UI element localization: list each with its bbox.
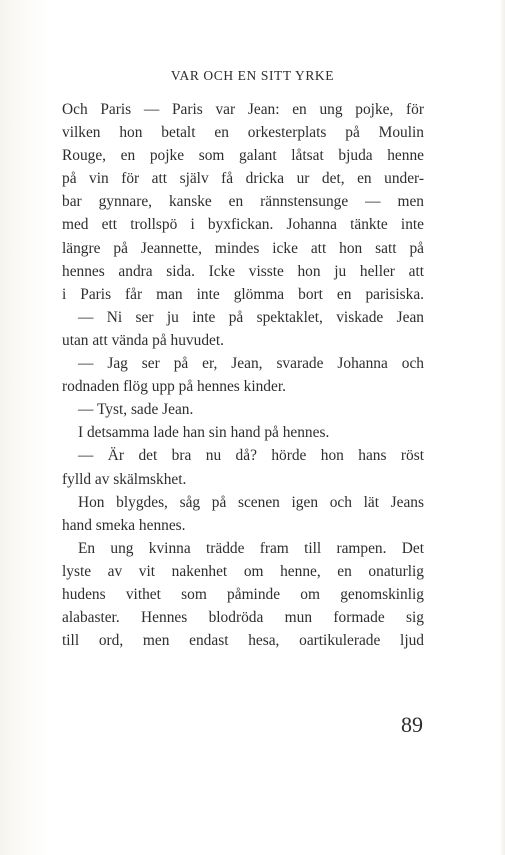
text-line: Hon blygdes, såg på scenen igen och lät Jeans: [78, 493, 424, 511]
text-line: — Ni ser ju inte på spektaklet, viskade Jean: [78, 308, 424, 326]
text-line: fylld av skälmskhet.: [62, 470, 187, 488]
text-line: lyste av vit nakenhet om henne, en onaturlig: [62, 562, 424, 580]
text-line: längre på Jeannette, mindes icke att hon satt på: [62, 239, 424, 257]
text-line: hennes andra sida. Icke visste hon ju heller att: [62, 262, 424, 280]
text-line: utan att vända på huvudet.: [62, 331, 224, 349]
text-line: hudens vithet som påminde om genomskinlig: [62, 585, 424, 603]
text-line: — Tyst, sade Jean.: [78, 401, 194, 419]
text-line: hand smeka hennes.: [62, 516, 186, 534]
text-line: rodnaden flög upp på hennes kinder.: [62, 378, 286, 396]
text-line: — Jag ser på er, Jean, svarade Johanna och: [78, 355, 424, 373]
text-line: till ord, men endast hesa, oartikulerade ljud: [62, 632, 424, 650]
text-line: med ett trollspö i byxfickan. Johanna tänkte inte: [62, 216, 424, 234]
page-number: 89: [401, 712, 423, 737]
text-line: vilken hon betalt en orkesterplats på Moulin: [62, 124, 424, 142]
text-line: Rouge, en pojke som galant låtsat bjuda henne: [62, 147, 424, 165]
text-line: — Är det bra nu då? hörde hon hans röst: [78, 447, 424, 465]
text-line: bar gynnare, kanske en rännstensunge — men: [62, 193, 424, 211]
page-edge-shadow: [499, 0, 505, 855]
text-line: på vin för att själv få dricka ur det, en under-: [62, 170, 424, 188]
text-line: Och Paris — Paris var Jean: en ung pojke, för: [62, 101, 424, 118]
text-line: alabaster. Hennes blodröda mun formade sig: [62, 609, 424, 627]
running-head: VAR OCH EN SITT YRKE: [170, 68, 335, 83]
text-line: I detsamma lade han sin hand på hennes.: [78, 424, 330, 442]
body-text: [62, 98, 424, 652]
text-line: En ung kvinna trädde fram till rampen. Det: [78, 539, 424, 557]
text-line: i Paris får man inte glömma bort en parisiska.: [62, 285, 424, 303]
